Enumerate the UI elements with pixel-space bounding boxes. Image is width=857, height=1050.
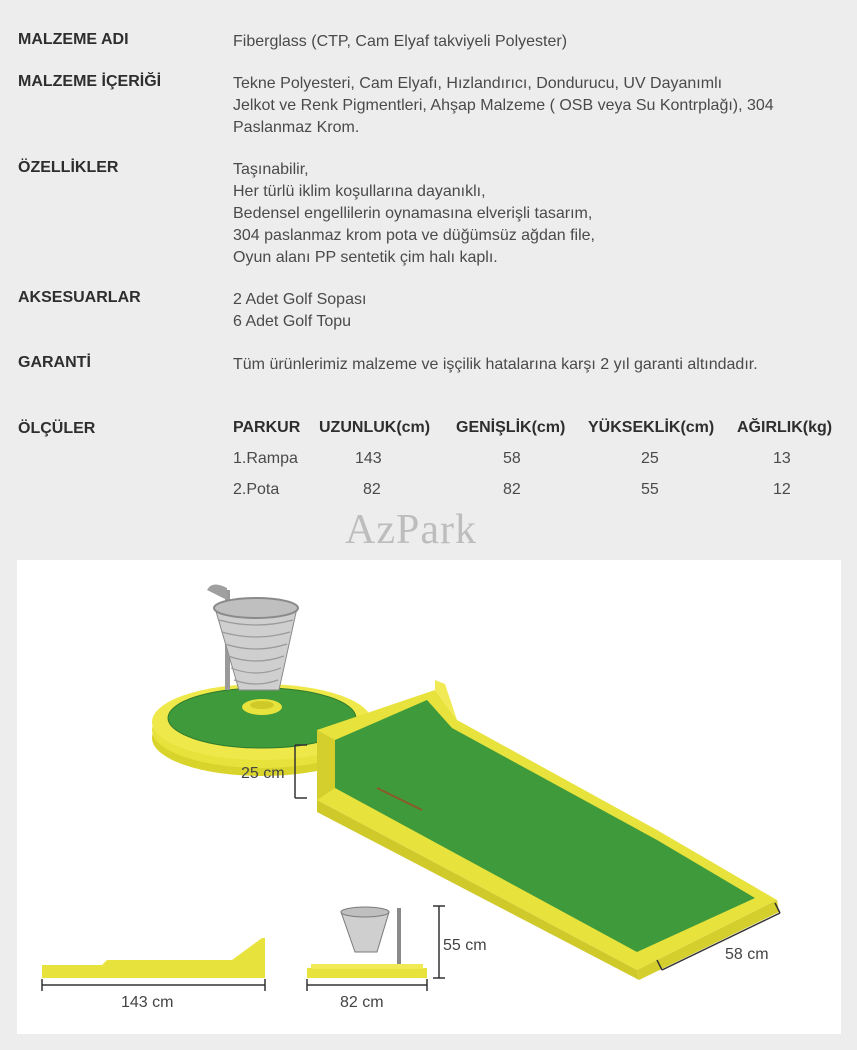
spec-label: ÖZELLİKLER: [18, 159, 119, 176]
dims-cell: 13: [773, 450, 791, 467]
spec-line: Her türlü iklim koşullarına dayanıklı,: [233, 183, 486, 200]
spec-line: Tüm ürünlerimiz malzeme ve işçilik hatalarına karşı 2 yıl garanti altındadır.: [233, 356, 758, 373]
pota-length-label: 82 cm: [340, 994, 384, 1011]
dims-header-weight: AĞIRLIK(kg): [737, 419, 833, 436]
spec-value: [233, 31, 833, 53]
spec-line: Taşınabilir,: [233, 161, 309, 178]
spec-value: [233, 289, 833, 333]
pota-height-label: 55 cm: [443, 937, 487, 954]
spec-value: [233, 73, 833, 139]
spec-label: GARANTİ: [18, 354, 91, 371]
spec-line: Fiberglass (CTP, Cam Elyaf takviyeli Polyester): [233, 33, 568, 50]
product-drawing: [17, 560, 841, 1034]
spec-line: Bedensel engellilerin oynamasına elverişli tasarım,: [233, 205, 593, 222]
spec-line: Oyun alanı PP sentetik çim halı kaplı.: [233, 249, 498, 266]
dims-cell: 55: [641, 481, 659, 498]
spec-label: AKSESUARLAR: [18, 289, 141, 306]
rampa-length-label: 143 cm: [121, 994, 174, 1011]
dims-header-parkur: PARKUR: [233, 419, 301, 436]
spec-label: MALZEME ADI: [18, 31, 129, 48]
azpark-watermark: AzPark: [345, 507, 477, 553]
dims-cell: 12: [773, 481, 791, 498]
spec-line: Paslanmaz Krom.: [233, 119, 360, 136]
dims-cell: 143: [355, 450, 382, 467]
product-illustration: [17, 560, 841, 1034]
dims-header-width: GENİŞLİK(cm): [456, 419, 566, 436]
dims-cell: 82: [363, 481, 381, 498]
rampa-side-view: [42, 938, 265, 1011]
spec-line: 304 paslanmaz krom pota ve düğümsüz ağdan file,: [233, 227, 595, 244]
net-basket-icon: [207, 584, 298, 690]
spec-line: Jelkot ve Renk Pigmentleri, Ahşap Malzeme ( OSB veya Su Kontrplağı), 304: [233, 97, 774, 114]
spec-value: [233, 354, 833, 376]
dims-header-length: UZUNLUK(cm): [319, 419, 431, 436]
spec-label: MALZEME İÇERİĞİ: [18, 73, 162, 90]
dims-cell: 2.Pota: [233, 481, 280, 498]
spec-line: Tekne Polyesteri, Cam Elyafı, Hızlandırıcı, Dondurucu, UV Dayanımlı: [233, 75, 723, 92]
dims-cell: 25: [641, 450, 659, 467]
dims-cell: 82: [503, 481, 521, 498]
pota-side-view: [307, 906, 487, 1011]
dims-header-height: YÜKSEKLİK(cm): [588, 419, 715, 436]
spec-line: 6 Adet Golf Topu: [233, 313, 352, 330]
ramp-width-label: 58 cm: [725, 946, 769, 963]
dims-cell: 58: [503, 450, 521, 467]
ramp-height-label: 25 cm: [241, 765, 285, 782]
rampa-ramp: [317, 680, 779, 980]
dims-cell: 1.Rampa: [233, 450, 298, 467]
dimensions-label: ÖLÇÜLER: [18, 420, 96, 437]
spec-line: 2 Adet Golf Sopası: [233, 291, 367, 308]
spec-value: [233, 159, 833, 269]
